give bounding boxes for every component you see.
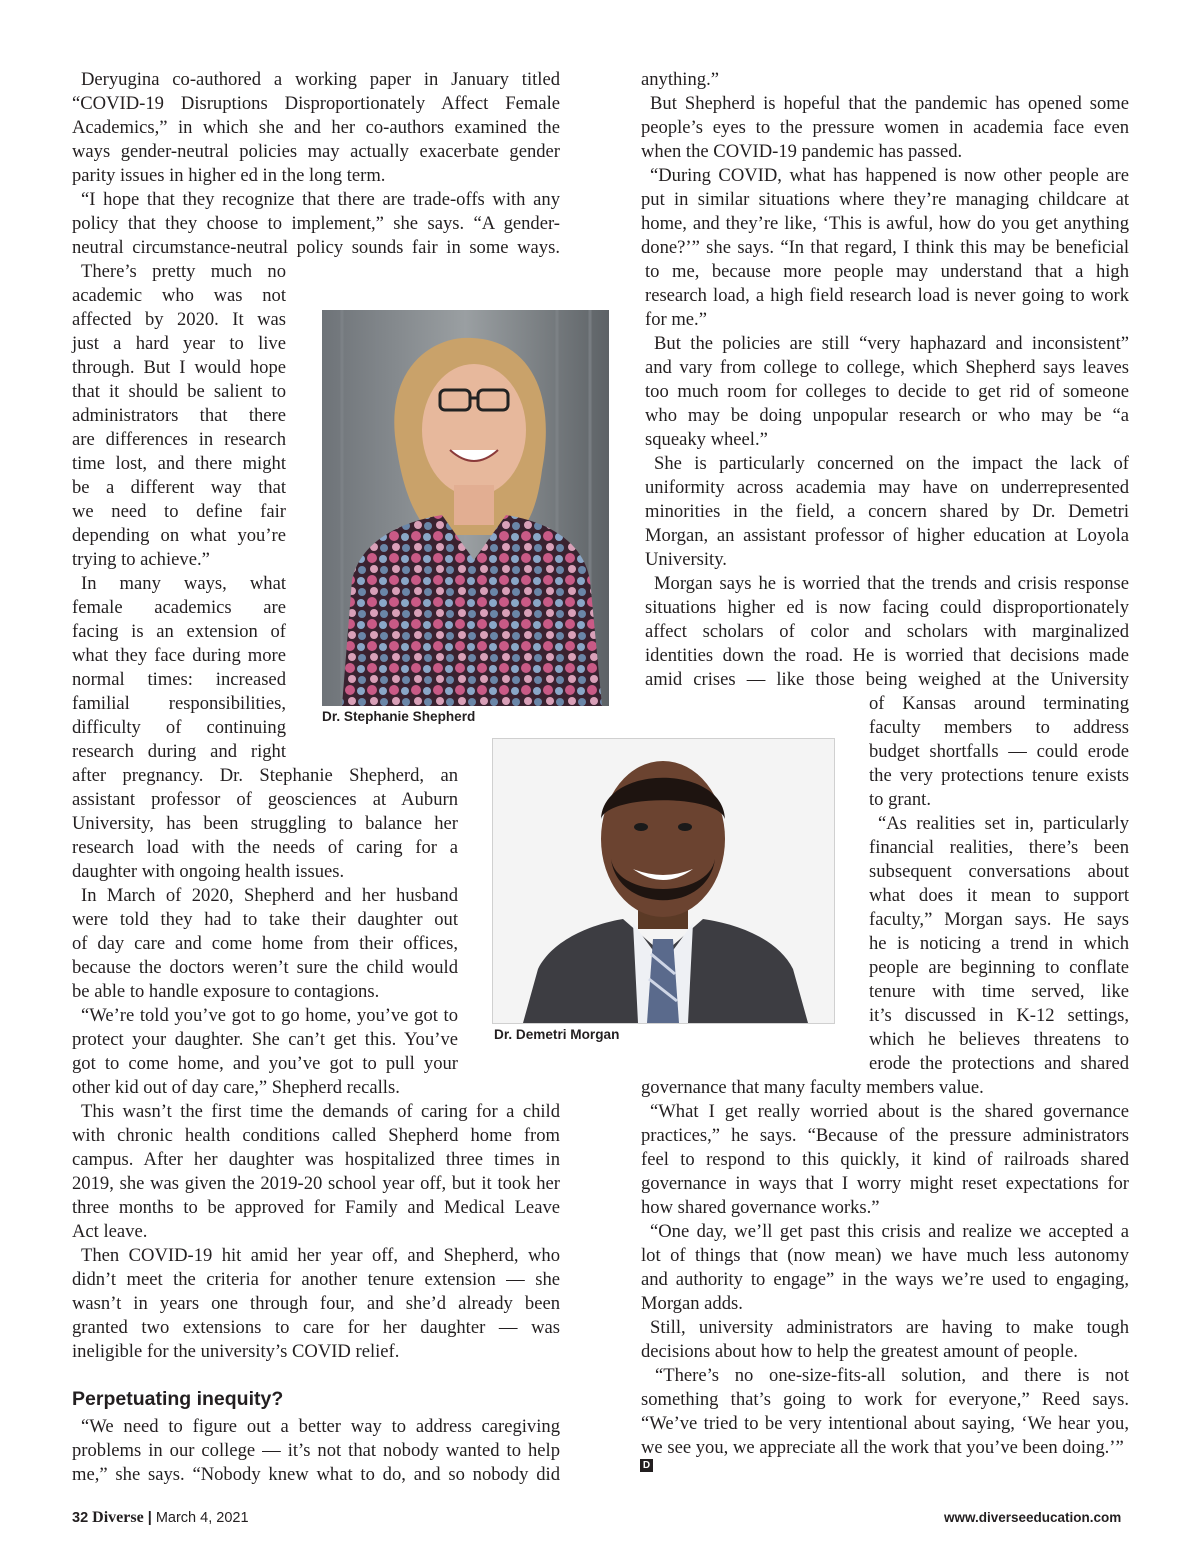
- article-line: neutral circumstance-neutral policy sounds fair in some ways.: [72, 237, 560, 258]
- article-line: “We’ve tried to be very intentional about saying, ‘We hear you,: [641, 1413, 1129, 1434]
- article-line: and vary from college to college, which Shepherd says leaves: [645, 357, 1129, 378]
- article-line: Still, university administrators are having to make tough: [650, 1317, 1129, 1338]
- article-line: administrators that there: [72, 405, 286, 426]
- article-line: “There’s no one-size-fits-all solution, and there is not: [655, 1365, 1129, 1386]
- article-line: female academics are: [72, 597, 286, 618]
- article-line: parity issues in higher ed in the long term.: [72, 165, 386, 186]
- article-line: faculty members to address: [869, 717, 1129, 738]
- article-line: normal times: increased: [72, 669, 286, 690]
- article-line: got to come home, and you’ve got to pull your: [72, 1053, 458, 1074]
- article-line: policy that they choose to implement,” she says. “A gender-: [72, 213, 560, 234]
- article-line: done?’” she says. “In that regard, I think this may be beneficial: [641, 237, 1129, 258]
- article-line: research load with the needs of caring for a: [72, 837, 458, 858]
- article-line: amid crises — like those being weighed at the University: [645, 669, 1129, 690]
- article-line: budget shortfalls — could erode: [869, 741, 1129, 762]
- article-line: Then COVID-19 hit amid her year off, and Shepherd, who: [81, 1245, 560, 1266]
- article-line: erode the protections and shared: [869, 1053, 1129, 1074]
- article-line: what does it mean to support: [869, 885, 1129, 906]
- article-line: affect scholars of color and scholars with marginalized: [645, 621, 1129, 642]
- article-line: to grant.: [869, 789, 931, 810]
- article-line: In March of 2020, Shepherd and her husband: [81, 885, 458, 906]
- article-line: it’s discussed in K-12 settings,: [869, 1005, 1129, 1026]
- article-line: that it should be salient to: [72, 381, 286, 402]
- article-line: me,” she says. “Nobody knew what to do, and so nobody did: [72, 1464, 560, 1485]
- article-line: uniformity across academia may have on underrepresented: [645, 477, 1129, 498]
- article-line: research during and right: [72, 741, 286, 762]
- article-line: just a hard year to live: [72, 333, 286, 354]
- article-line: “As realities set in, particularly: [878, 813, 1129, 834]
- article-line: which he believes threatens to: [869, 1029, 1129, 1050]
- article-line: for me.”: [645, 309, 707, 330]
- article-line: squeaky wheel.”: [645, 429, 768, 450]
- article-line: decisions about how to help the greatest amount of people.: [641, 1341, 1078, 1362]
- article-line: granted two extensions to care for her daughter — was: [72, 1317, 560, 1338]
- article-line: “I hope that they recognize that there are trade-offs with any: [81, 189, 560, 210]
- article-line: Morgan, an assistant professor of higher education at Loyola: [645, 525, 1129, 546]
- article-line: through. But I would hope: [72, 357, 286, 378]
- article-line: we need to define fair: [72, 501, 286, 522]
- article-line: 2019, she was given the 2019-20 school year off, but it took her: [72, 1173, 560, 1194]
- article-line: “We’re told you’ve got to go home, you’ve got to: [81, 1005, 458, 1026]
- article-line: minorities in the field, a concern shared by Dr. Demetri: [645, 501, 1129, 522]
- article-line: In many ways, what: [81, 573, 286, 594]
- article-line: campus. After her daughter was hospitalized three times in: [72, 1149, 560, 1170]
- article-line: be a different way that: [72, 477, 286, 498]
- article-line: Deryugina co-authored a working paper in January titled: [81, 69, 560, 90]
- article-line: University, has been struggling to balance her: [72, 813, 458, 834]
- article-line: affected by 2020. It was: [72, 309, 286, 330]
- article-line: financial realities, there’s been: [869, 837, 1129, 858]
- issue-date: March 4, 2021: [155, 1510, 249, 1526]
- article-line: lot of things that (now mean) we have much less autonomy: [641, 1245, 1129, 1266]
- article-line: Morgan adds.: [641, 1293, 743, 1314]
- article-line: University.: [645, 549, 727, 570]
- article-line: assistant professor of geosciences at Auburn: [72, 789, 458, 810]
- article-line: trying to achieve.”: [72, 549, 210, 570]
- article-line: of Kansas around terminating: [869, 693, 1129, 714]
- article-line: faculty,” Morgan says. He says: [869, 909, 1129, 930]
- article-line: be able to handle exposure to contagions.: [72, 981, 380, 1002]
- article-line: people are beginning to conflate: [869, 957, 1129, 978]
- article-line: tenure with time served, like: [869, 981, 1129, 1002]
- page-footer-left: [72, 1509, 249, 1527]
- article-line: because the doctors weren’t sure the child would: [72, 957, 458, 978]
- article-line: home, and they’re like, ‘This is awful, how do you get anything: [641, 213, 1129, 234]
- article-line: difficulty of continuing: [72, 717, 286, 738]
- article-line: what they face during more: [72, 645, 286, 666]
- article-line: But Shepherd is hopeful that the pandemic has opened some: [650, 93, 1129, 114]
- article-line: of day care and come home from their offices,: [72, 933, 458, 954]
- article-line: academic who was not: [72, 285, 286, 306]
- article-line: the very protections tenure exists: [869, 765, 1129, 786]
- article-line: practices,” he says. “Because of the pressure administrators: [641, 1125, 1129, 1146]
- article-line: “We need to figure out a better way to address caregiving: [81, 1416, 560, 1437]
- article-line: daughter with ongoing health issues.: [72, 861, 345, 882]
- article-line: to me, because more people may understand that a high: [645, 261, 1129, 282]
- article-line: ways gender-neutral policies may actually exacerbate gender: [72, 141, 560, 162]
- article-line: wasn’t in years one through four, and she’d already been: [72, 1293, 560, 1314]
- article-line: are differences in research: [72, 429, 286, 450]
- article-line: when the COVID-19 pandemic has passed.: [641, 141, 963, 162]
- article-line: problems in our college — it’s not that nobody wanted to help: [72, 1440, 560, 1461]
- article-line: people’s eyes to the pressure women in academia face even: [641, 117, 1129, 138]
- article-line: research load, a high field research load is never going to work: [645, 285, 1129, 306]
- article-line: put in similar situations where they’re managing childcare at: [641, 189, 1129, 210]
- article-line: protect your daughter. She can’t get this. You’ve: [72, 1029, 458, 1050]
- article-line: Academics,” in which she and her co-authors examined the: [72, 117, 560, 138]
- article-line: time lost, and there might: [72, 453, 286, 474]
- subheading: Perpetuating inequity?: [72, 1388, 284, 1410]
- article-line: anything.”: [641, 69, 719, 90]
- article-line: “COVID-19 Disruptions Disproportionately Affect Female: [72, 93, 560, 114]
- article-line: This wasn’t the first time the demands of caring for a child: [81, 1101, 560, 1122]
- article-line: ineligible for the university’s COVID relief.: [72, 1341, 400, 1362]
- article-line: Morgan says he is worried that the trends and crisis response: [654, 573, 1129, 594]
- page-number: 32: [72, 1510, 89, 1526]
- end-of-article-mark: D: [640, 1459, 653, 1472]
- morgan-photo-caption: Dr. Demetri Morgan: [494, 1027, 620, 1042]
- article-line: didn’t meet the criteria for another tenure extension — she: [72, 1269, 560, 1290]
- shepherd-photo-caption: Dr. Stephanie Shepherd: [322, 709, 476, 724]
- article-line: feel to respond to this quickly, it kind of railroads shared: [641, 1149, 1129, 1170]
- article-line: we see you, we appreciate all the work that you’ve been doing.’”: [641, 1437, 1124, 1458]
- shepherd-photo: [322, 310, 609, 706]
- article-line: subsequent conversations about: [869, 861, 1129, 882]
- article-line: how shared governance works.”: [641, 1197, 880, 1218]
- article-line: “During COVID, what has happened is now other people are: [650, 165, 1129, 186]
- article-line: three months to be approved for Family and Medical Leave: [72, 1197, 560, 1218]
- article-line: he is noticing a trend in which: [869, 933, 1129, 954]
- article-line: and authority to engage” in the ways we’re used to engaging,: [641, 1269, 1129, 1290]
- article-line: But the policies are still “very haphazard and inconsistent”: [654, 333, 1129, 354]
- article-line: other kid out of day care,” Shepherd recalls.: [72, 1077, 400, 1098]
- article-line: who may be doing unpopular research or who may be “a: [645, 405, 1129, 426]
- article-line: were told they had to take their daughter out: [72, 909, 458, 930]
- footer-separator: |: [147, 1510, 152, 1526]
- article-line: “What I get really worried about is the shared governance: [650, 1101, 1129, 1122]
- morgan-portrait-image: [493, 739, 834, 1023]
- article-line: governance in ways that I worry might reset expectations for: [641, 1173, 1129, 1194]
- article-line: governance that many faculty members value.: [641, 1077, 984, 1098]
- magazine-name: Diverse: [92, 1509, 144, 1526]
- article-line: facing is an extension of: [72, 621, 286, 642]
- website-url: www.diverseeducation.com: [944, 1510, 1122, 1525]
- article-line: with chronic health conditions called Shepherd home from: [72, 1125, 560, 1146]
- article-line: familial responsibilities,: [72, 693, 286, 714]
- article-line: identities down the road. He is worried that decisions made: [645, 645, 1129, 666]
- article-line: There’s pretty much no: [81, 261, 286, 282]
- article-line: too much room for colleges to decide to get rid of someone: [645, 381, 1129, 402]
- article-line: “One day, we’ll get past this crisis and realize we accepted a: [650, 1221, 1129, 1242]
- article-line: after pregnancy. Dr. Stephanie Shepherd, an: [72, 765, 458, 786]
- article-line: something that’s going to work for everyone,” Reed says.: [641, 1389, 1129, 1410]
- shepherd-portrait-image: [322, 310, 609, 706]
- article-line: depending on what you’re: [72, 525, 286, 546]
- article-line: She is particularly concerned on the impact the lack of: [654, 453, 1129, 474]
- article-line: Act leave.: [72, 1221, 148, 1242]
- morgan-photo: [492, 738, 835, 1024]
- article-line: situations higher ed is now facing could disproportionately: [645, 597, 1129, 618]
